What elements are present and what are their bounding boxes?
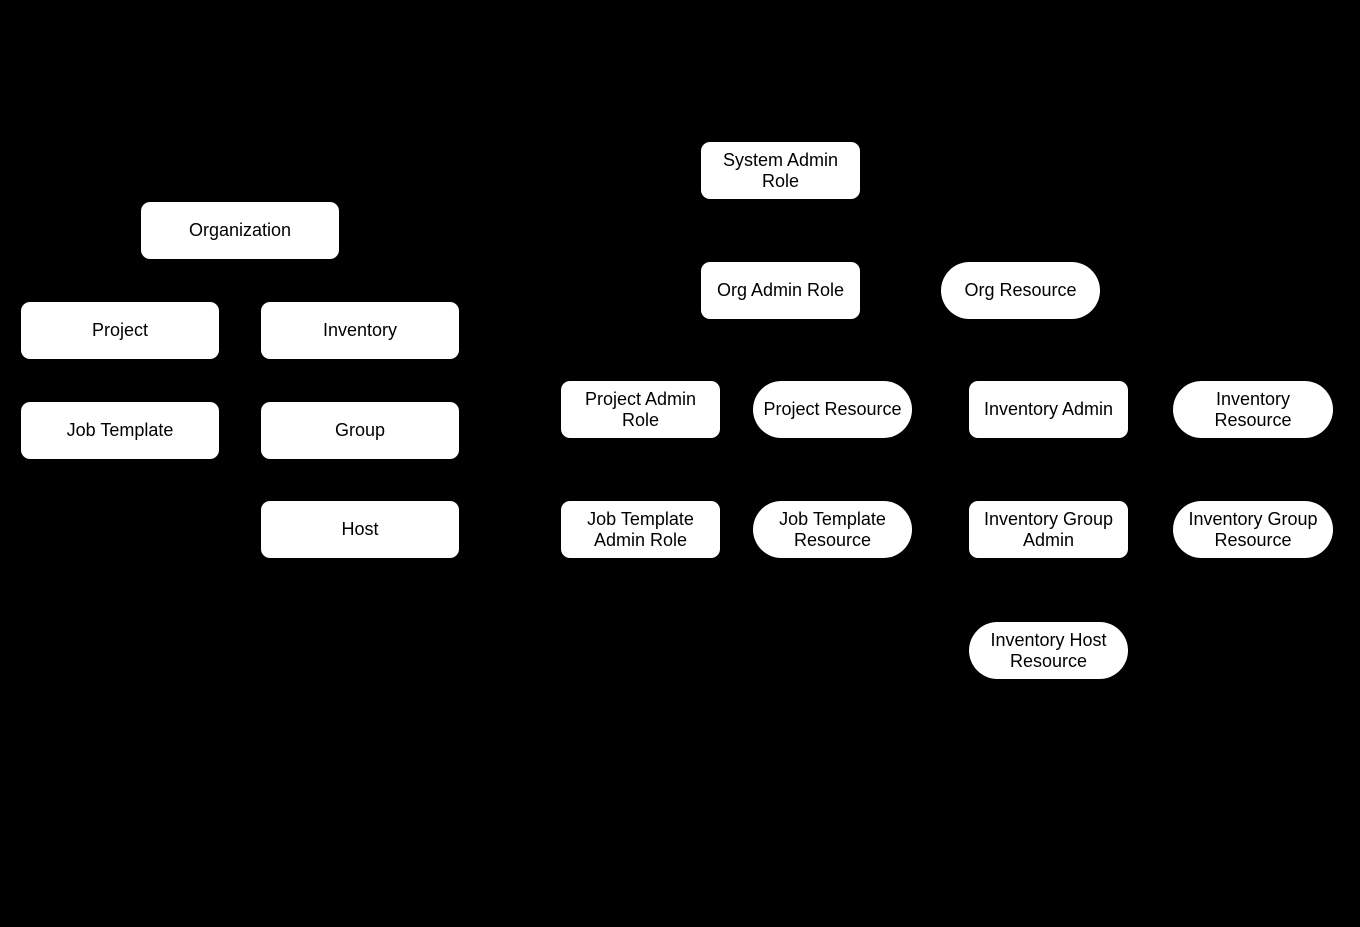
node-label: Inventory Resource [1214,388,1292,430]
node-label: Project Resource [763,399,902,419]
diagram-node-project-admin-role [561,381,720,438]
node-label: Host [341,519,379,539]
node-label: Project Admin Role [584,388,697,430]
diagram-node-organization [141,202,339,259]
diagram-node-job-template-resource [753,501,912,558]
node-label: Inventory Host Resource [990,629,1107,671]
node-label: Organization [188,220,292,240]
node-label: Project [91,320,149,340]
node-label: Job Template Resource [779,508,886,550]
diagram-node-org-admin-role [701,262,860,319]
diagram-node-org-resource [941,262,1100,319]
diagram-node-inventory-group-resource [1173,501,1333,558]
node-label: Job Template [66,420,174,440]
diagram-node-project [21,302,219,359]
node-label: System Admin Role [722,149,839,191]
diagram-node-job-template-admin-role [561,501,720,558]
node-label: Org Admin Role [716,280,845,300]
node-label: Inventory [322,320,398,340]
diagram-node-inventory-resource [1173,381,1333,438]
diagram-node-group [261,402,459,459]
node-label: Org Resource [964,280,1077,300]
diagram-node-inventory-group-admin [969,501,1128,558]
diagram-node-inventory-host-resource [969,622,1128,679]
diagram-node-project-resource [753,381,912,438]
diagram-node-inventory-admin [969,381,1128,438]
node-label: Job Template Admin Role [587,508,694,550]
node-label: Group [334,420,386,440]
diagram-node-job-template [21,402,219,459]
diagram-node-host [261,501,459,558]
diagram-node-system-admin-role [701,142,860,199]
diagram-node-inventory [261,302,459,359]
node-label: Inventory Group Admin [983,508,1114,550]
node-label: Inventory Admin [983,399,1114,419]
node-label: Inventory Group Resource [1188,508,1318,550]
